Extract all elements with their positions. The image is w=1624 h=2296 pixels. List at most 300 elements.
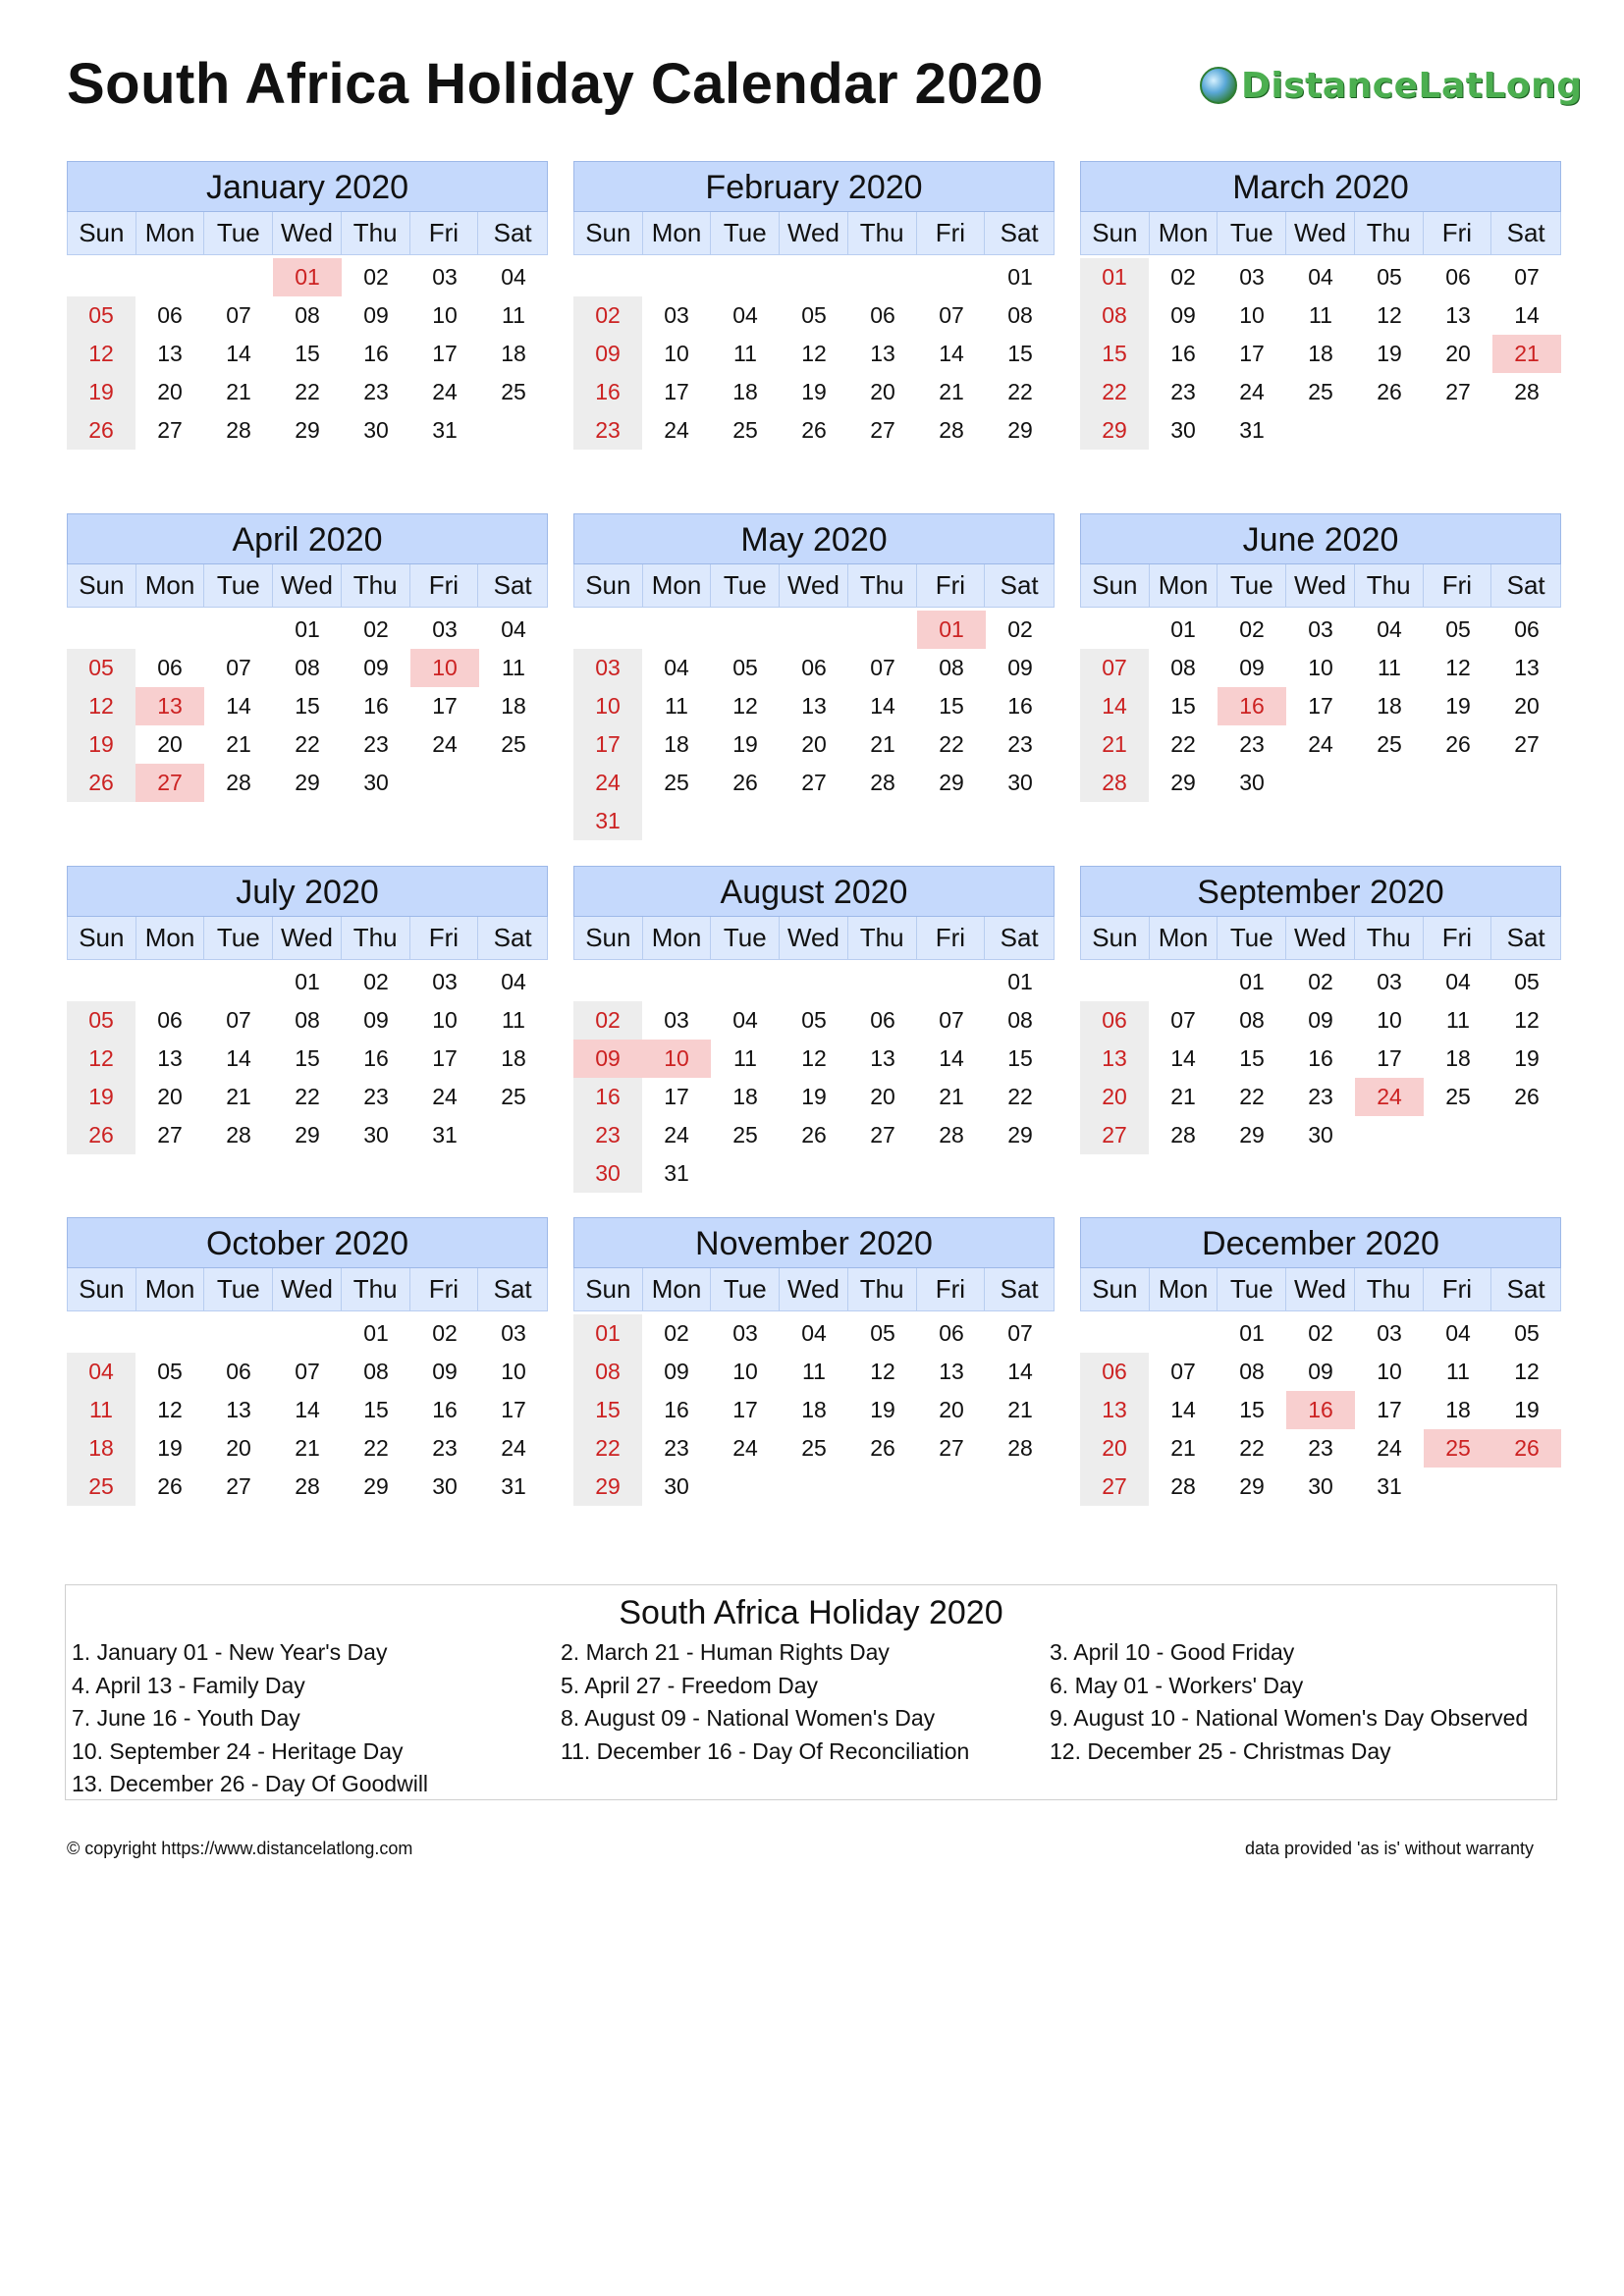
day-cell: 14 bbox=[939, 341, 964, 366]
empty-day-cell bbox=[204, 258, 273, 296]
weekday-label: Mon bbox=[136, 212, 205, 254]
day-cell: 10 bbox=[732, 1359, 758, 1384]
weekday-label: Sun bbox=[1081, 212, 1150, 254]
day-cell: 01 bbox=[295, 616, 320, 642]
empty-day-cell bbox=[1424, 764, 1492, 802]
day-cell: 26 bbox=[67, 1116, 135, 1154]
day-cell: 22 bbox=[1080, 373, 1149, 411]
day-cell: 28 bbox=[226, 1122, 251, 1148]
weekday-label: Wed bbox=[273, 917, 342, 959]
day-cell: 14 bbox=[1514, 302, 1540, 328]
day-cell: 23 bbox=[1007, 731, 1033, 757]
day-cell: 27 bbox=[157, 1122, 183, 1148]
empty-day-cell bbox=[479, 411, 548, 450]
day-cell: 30 bbox=[1239, 770, 1265, 795]
day-cell: 18 bbox=[801, 1397, 827, 1422]
day-cell: 30 bbox=[1170, 417, 1196, 443]
day-cell: 03 bbox=[432, 264, 458, 290]
day-cell: 31 bbox=[432, 1122, 458, 1148]
day-cell: 11 bbox=[1446, 1007, 1470, 1033]
day-cell: 28 bbox=[1170, 1473, 1196, 1499]
day-cell: 09 bbox=[363, 655, 389, 680]
day-cell: 30 bbox=[573, 1154, 642, 1193]
day-cell: 01 bbox=[1239, 1320, 1265, 1346]
day-cell: 16 bbox=[1170, 341, 1196, 366]
globe-icon bbox=[1200, 67, 1237, 104]
day-cell: 14 bbox=[226, 693, 251, 719]
day-cell: 17 bbox=[501, 1397, 526, 1422]
weekday-header bbox=[573, 917, 1055, 960]
day-cell: 05 bbox=[67, 649, 135, 687]
month-calendar bbox=[67, 161, 548, 450]
day-cell: 22 bbox=[1239, 1435, 1265, 1461]
day-cell: 24 bbox=[1377, 1435, 1402, 1461]
day-cell: 10 bbox=[501, 1359, 526, 1384]
day-cell: 09 bbox=[1007, 655, 1033, 680]
weekday-label: Sun bbox=[1081, 564, 1150, 607]
day-cell: 27 bbox=[939, 1435, 964, 1461]
day-cell: 28 bbox=[1080, 764, 1149, 802]
day-cell: 20 bbox=[870, 379, 895, 404]
day-cell: 08 bbox=[1239, 1359, 1265, 1384]
empty-day-cell bbox=[986, 1468, 1055, 1506]
holiday-day-cell: 27 bbox=[135, 764, 204, 802]
day-cell: 15 bbox=[295, 693, 320, 719]
weekday-label: Fri bbox=[1424, 212, 1492, 254]
weekday-label: Mon bbox=[643, 917, 712, 959]
empty-day-cell bbox=[917, 963, 986, 1001]
day-cell: 29 bbox=[1080, 411, 1149, 450]
day-cell: 04 bbox=[501, 969, 526, 994]
day-cell: 31 bbox=[1377, 1473, 1402, 1499]
day-cell: 31 bbox=[501, 1473, 526, 1499]
day-cell: 06 bbox=[1514, 616, 1540, 642]
day-cell: 01 bbox=[1239, 969, 1265, 994]
month-title: October 2020 bbox=[67, 1217, 548, 1268]
day-cell: 21 bbox=[226, 1084, 251, 1109]
day-cell: 07 bbox=[939, 1007, 964, 1033]
day-cell: 30 bbox=[1007, 770, 1033, 795]
day-cell: 07 bbox=[226, 302, 251, 328]
day-cell: 09 bbox=[1308, 1007, 1333, 1033]
day-cell: 05 bbox=[157, 1359, 183, 1384]
day-cell: 12 bbox=[870, 1359, 895, 1384]
weekday-header bbox=[1080, 917, 1561, 960]
day-cell: 04 bbox=[732, 302, 758, 328]
weekday-label: Mon bbox=[1150, 1268, 1218, 1310]
day-cell: 25 bbox=[1308, 379, 1333, 404]
day-cell: 05 bbox=[1377, 264, 1402, 290]
day-cell: 03 bbox=[432, 969, 458, 994]
weekday-label: Mon bbox=[643, 564, 712, 607]
holiday-list-item: 3. April 10 - Good Friday bbox=[1050, 1639, 1295, 1665]
empty-day-cell bbox=[711, 802, 780, 840]
day-cell: 20 bbox=[870, 1084, 895, 1109]
day-cell: 19 bbox=[801, 379, 827, 404]
day-cell: 28 bbox=[226, 417, 251, 443]
weekday-header bbox=[1080, 1268, 1561, 1311]
empty-day-cell bbox=[1492, 1116, 1561, 1154]
page-title: South Africa Holiday Calendar 2020 bbox=[67, 52, 1044, 116]
day-cell: 18 bbox=[501, 693, 526, 719]
empty-day-cell bbox=[711, 611, 780, 649]
day-cell: 04 bbox=[664, 655, 689, 680]
day-cell: 23 bbox=[432, 1435, 458, 1461]
day-cell: 17 bbox=[1239, 341, 1265, 366]
empty-day-cell bbox=[848, 1154, 917, 1193]
weekday-label: Sun bbox=[574, 917, 643, 959]
day-cell: 20 bbox=[1080, 1078, 1149, 1116]
weekday-label: Wed bbox=[1286, 917, 1355, 959]
day-cell: 14 bbox=[1007, 1359, 1033, 1384]
day-cell: 22 bbox=[1007, 379, 1033, 404]
empty-day-cell bbox=[1149, 963, 1218, 1001]
day-cell: 07 bbox=[939, 302, 964, 328]
day-cell: 15 bbox=[1239, 1397, 1265, 1422]
day-cell: 20 bbox=[157, 1084, 183, 1109]
day-cell: 12 bbox=[1377, 302, 1402, 328]
day-cell: 23 bbox=[363, 379, 389, 404]
holiday-list-item: 6. May 01 - Workers' Day bbox=[1050, 1672, 1304, 1698]
day-cell: 23 bbox=[363, 1084, 389, 1109]
holiday-list-item: 4. April 13 - Family Day bbox=[72, 1672, 305, 1698]
day-cell: 19 bbox=[1514, 1045, 1540, 1071]
empty-day-cell bbox=[1355, 411, 1424, 450]
day-cell: 04 bbox=[501, 616, 526, 642]
day-cell: 19 bbox=[157, 1435, 183, 1461]
day-cell: 02 bbox=[1308, 969, 1333, 994]
weekday-label: Tue bbox=[711, 917, 780, 959]
day-cell: 21 bbox=[870, 731, 895, 757]
day-cell: 19 bbox=[67, 373, 135, 411]
day-cell: 24 bbox=[664, 417, 689, 443]
day-cell: 12 bbox=[801, 1045, 827, 1071]
day-cell: 29 bbox=[1007, 1122, 1033, 1148]
month-calendar bbox=[1080, 866, 1561, 1154]
weekday-label: Wed bbox=[1286, 1268, 1355, 1310]
day-cell: 18 bbox=[501, 341, 526, 366]
day-cell: 17 bbox=[732, 1397, 758, 1422]
empty-day-cell bbox=[204, 963, 273, 1001]
day-cell: 12 bbox=[1514, 1359, 1540, 1384]
day-cell: 05 bbox=[801, 302, 827, 328]
day-cell: 14 bbox=[226, 1045, 251, 1071]
empty-day-cell bbox=[135, 611, 204, 649]
day-cell: 05 bbox=[67, 296, 135, 335]
weekday-label: Tue bbox=[204, 917, 273, 959]
weekday-label: Sat bbox=[1506, 218, 1545, 247]
day-cell: 02 bbox=[664, 1320, 689, 1346]
holiday-day-cell: 16 bbox=[1286, 1391, 1355, 1429]
weekday-label: Sun bbox=[1081, 917, 1150, 959]
empty-day-cell bbox=[573, 611, 642, 649]
day-cell: 23 bbox=[664, 1435, 689, 1461]
day-cell: 08 bbox=[363, 1359, 389, 1384]
day-cell: 18 bbox=[732, 1084, 758, 1109]
weekday-label: Thu bbox=[1355, 212, 1424, 254]
day-cell: 21 bbox=[295, 1435, 320, 1461]
day-cell: 29 bbox=[1239, 1473, 1265, 1499]
day-cell: 01 bbox=[1080, 258, 1149, 296]
holiday-day-cell: 01 bbox=[917, 611, 986, 649]
day-cell: 19 bbox=[1514, 1397, 1540, 1422]
day-cell: 12 bbox=[1514, 1007, 1540, 1033]
day-cell: 04 bbox=[1445, 1320, 1471, 1346]
weekday-label: Fri bbox=[917, 1268, 986, 1310]
empty-day-cell bbox=[1492, 1468, 1561, 1506]
day-cell: 20 bbox=[801, 731, 827, 757]
weekday-label: Fri bbox=[917, 917, 986, 959]
day-cell: 29 bbox=[573, 1468, 642, 1506]
day-cell: 09 bbox=[363, 1007, 389, 1033]
weekday-header bbox=[573, 564, 1055, 608]
day-cell: 09 bbox=[1308, 1359, 1333, 1384]
day-cell: 14 bbox=[1080, 687, 1149, 725]
day-cell: 22 bbox=[1007, 1084, 1033, 1109]
holiday-list-item: 9. August 10 - National Women's Day Observed bbox=[1050, 1705, 1529, 1731]
day-cell: 25 bbox=[67, 1468, 135, 1506]
month-title: August 2020 bbox=[573, 866, 1055, 917]
day-cell: 22 bbox=[573, 1429, 642, 1468]
holiday-day-cell: 09 bbox=[573, 1040, 642, 1078]
day-cell: 28 bbox=[939, 417, 964, 443]
logo-text: DistanceLatLong bbox=[1241, 65, 1583, 106]
weekday-label: Sun bbox=[574, 564, 643, 607]
empty-day-cell bbox=[479, 764, 548, 802]
days-grid bbox=[573, 611, 1055, 840]
day-cell: 13 bbox=[870, 1045, 895, 1071]
day-cell: 12 bbox=[67, 1040, 135, 1078]
day-cell: 05 bbox=[1514, 969, 1540, 994]
weekday-label: Sun bbox=[68, 564, 136, 607]
day-cell: 15 bbox=[295, 1045, 320, 1071]
day-cell: 07 bbox=[226, 655, 251, 680]
empty-day-cell bbox=[642, 611, 711, 649]
day-cell: 21 bbox=[939, 1084, 964, 1109]
weekday-label: Tue bbox=[711, 1268, 780, 1310]
empty-day-cell bbox=[1355, 1116, 1424, 1154]
empty-day-cell bbox=[1492, 411, 1561, 450]
holiday-day-cell: 13 bbox=[135, 687, 204, 725]
empty-day-cell bbox=[1080, 963, 1149, 1001]
day-cell: 16 bbox=[573, 1078, 642, 1116]
day-cell: 28 bbox=[1514, 379, 1540, 404]
day-cell: 25 bbox=[1445, 1084, 1471, 1109]
weekday-label: Wed bbox=[1286, 212, 1355, 254]
day-cell: 28 bbox=[295, 1473, 320, 1499]
day-cell: 24 bbox=[432, 379, 458, 404]
day-cell: 11 bbox=[733, 341, 757, 366]
day-cell: 19 bbox=[67, 1078, 135, 1116]
empty-day-cell bbox=[1424, 1468, 1492, 1506]
day-cell: 24 bbox=[732, 1435, 758, 1461]
day-cell: 21 bbox=[939, 379, 964, 404]
empty-day-cell bbox=[1424, 411, 1492, 450]
day-cell: 16 bbox=[664, 1397, 689, 1422]
empty-day-cell bbox=[642, 802, 711, 840]
day-cell: 16 bbox=[363, 693, 389, 719]
day-cell: 15 bbox=[939, 693, 964, 719]
holiday-list-item: 13. December 26 - Day Of Goodwill bbox=[72, 1771, 429, 1796]
weekday-label: Sat bbox=[1506, 923, 1545, 952]
weekday-label: Sat bbox=[493, 218, 532, 247]
day-cell: 12 bbox=[67, 687, 135, 725]
days-grid bbox=[1080, 258, 1561, 450]
weekday-label: Mon bbox=[1150, 564, 1218, 607]
empty-day-cell bbox=[135, 258, 204, 296]
day-cell: 07 bbox=[226, 1007, 251, 1033]
weekday-label: Sun bbox=[1081, 1268, 1150, 1310]
day-cell: 02 bbox=[432, 1320, 458, 1346]
month-calendar bbox=[573, 866, 1055, 1193]
day-cell: 13 bbox=[1080, 1040, 1149, 1078]
empty-day-cell bbox=[780, 611, 848, 649]
day-cell: 02 bbox=[1239, 616, 1265, 642]
day-cell: 23 bbox=[1308, 1435, 1333, 1461]
day-cell: 09 bbox=[664, 1359, 689, 1384]
day-cell: 08 bbox=[1007, 1007, 1033, 1033]
day-cell: 08 bbox=[295, 302, 320, 328]
day-cell: 04 bbox=[1377, 616, 1402, 642]
day-cell: 03 bbox=[664, 1007, 689, 1033]
days-grid bbox=[573, 963, 1055, 1193]
day-cell: 17 bbox=[573, 725, 642, 764]
weekday-label: Mon bbox=[1150, 917, 1218, 959]
day-cell: 22 bbox=[1170, 731, 1196, 757]
day-cell: 09 bbox=[1239, 655, 1265, 680]
day-cell: 12 bbox=[732, 693, 758, 719]
day-cell: 27 bbox=[1080, 1116, 1149, 1154]
month-title: February 2020 bbox=[573, 161, 1055, 212]
day-cell: 06 bbox=[801, 655, 827, 680]
day-cell: 02 bbox=[573, 1001, 642, 1040]
empty-day-cell bbox=[479, 1116, 548, 1154]
empty-day-cell bbox=[642, 963, 711, 1001]
day-cell: 02 bbox=[1007, 616, 1033, 642]
weekday-label: Tue bbox=[204, 564, 273, 607]
day-cell: 24 bbox=[501, 1435, 526, 1461]
weekday-label: Thu bbox=[848, 1268, 917, 1310]
weekday-label: Wed bbox=[273, 212, 342, 254]
day-cell: 30 bbox=[432, 1473, 458, 1499]
day-cell: 17 bbox=[664, 379, 689, 404]
empty-day-cell bbox=[848, 802, 917, 840]
holiday-list-item: 7. June 16 - Youth Day bbox=[72, 1705, 300, 1731]
day-cell: 25 bbox=[732, 417, 758, 443]
month-calendar bbox=[67, 866, 548, 1154]
day-cell: 09 bbox=[573, 335, 642, 373]
weekday-header bbox=[573, 1268, 1055, 1311]
weekday-label: Sat bbox=[493, 923, 532, 952]
holiday-day-cell: 01 bbox=[273, 258, 342, 296]
day-cell: 06 bbox=[157, 655, 183, 680]
day-cell: 12 bbox=[157, 1397, 183, 1422]
empty-day-cell bbox=[67, 611, 135, 649]
day-cell: 30 bbox=[363, 770, 389, 795]
day-cell: 28 bbox=[870, 770, 895, 795]
weekday-label: Wed bbox=[780, 1268, 848, 1310]
weekday-label: Mon bbox=[643, 212, 712, 254]
day-cell: 17 bbox=[432, 1045, 458, 1071]
day-cell: 25 bbox=[664, 770, 689, 795]
day-cell: 24 bbox=[573, 764, 642, 802]
brand-logo[interactable] bbox=[1200, 55, 1583, 116]
day-cell: 21 bbox=[226, 379, 251, 404]
weekday-label: Wed bbox=[780, 917, 848, 959]
copyright-text: © copyright https://www.distancelatlong.com bbox=[67, 1839, 413, 1858]
weekday-label: Tue bbox=[711, 564, 780, 607]
day-cell: 27 bbox=[801, 770, 827, 795]
holiday-list-item: 1. January 01 - New Year's Day bbox=[72, 1639, 388, 1665]
day-cell: 17 bbox=[432, 693, 458, 719]
day-cell: 13 bbox=[226, 1397, 251, 1422]
holiday-day-cell: 24 bbox=[1355, 1078, 1424, 1116]
month-title: December 2020 bbox=[1080, 1217, 1561, 1268]
day-cell: 15 bbox=[363, 1397, 389, 1422]
weekday-label: Thu bbox=[1355, 1268, 1424, 1310]
day-cell: 11 bbox=[802, 1359, 826, 1384]
day-cell: 06 bbox=[226, 1359, 251, 1384]
day-cell: 22 bbox=[295, 731, 320, 757]
empty-day-cell bbox=[1286, 411, 1355, 450]
weekday-label: Thu bbox=[1355, 917, 1424, 959]
day-cell: 24 bbox=[664, 1122, 689, 1148]
weekday-label: Tue bbox=[711, 212, 780, 254]
day-cell: 02 bbox=[573, 296, 642, 335]
day-cell: 07 bbox=[295, 1359, 320, 1384]
day-cell: 21 bbox=[1080, 725, 1149, 764]
day-cell: 18 bbox=[732, 379, 758, 404]
day-cell: 10 bbox=[573, 687, 642, 725]
day-cell: 15 bbox=[295, 341, 320, 366]
holiday-list-item: 10. September 24 - Heritage Day bbox=[72, 1737, 404, 1764]
day-cell: 08 bbox=[573, 1353, 642, 1391]
month-title: March 2020 bbox=[1080, 161, 1561, 212]
day-cell: 24 bbox=[432, 731, 458, 757]
day-cell: 02 bbox=[363, 969, 389, 994]
holiday-day-cell: 21 bbox=[1492, 335, 1561, 373]
month-title: January 2020 bbox=[67, 161, 548, 212]
empty-day-cell bbox=[1080, 611, 1149, 649]
day-cell: 08 bbox=[295, 655, 320, 680]
empty-day-cell bbox=[204, 1314, 273, 1353]
day-cell: 27 bbox=[1514, 731, 1540, 757]
holiday-day-cell: 16 bbox=[1218, 687, 1286, 725]
empty-day-cell bbox=[1080, 1314, 1149, 1353]
day-cell: 03 bbox=[664, 302, 689, 328]
day-cell: 29 bbox=[939, 770, 964, 795]
month-calendar bbox=[1080, 513, 1561, 802]
day-cell: 14 bbox=[226, 341, 251, 366]
weekday-label: Fri bbox=[917, 212, 986, 254]
day-cell: 11 bbox=[733, 1045, 757, 1071]
day-cell: 06 bbox=[870, 302, 895, 328]
day-cell: 21 bbox=[1007, 1397, 1033, 1422]
weekday-label: Mon bbox=[136, 1268, 205, 1310]
day-cell: 18 bbox=[1377, 693, 1402, 719]
day-cell: 25 bbox=[501, 731, 526, 757]
day-cell: 20 bbox=[1514, 693, 1540, 719]
month-title: November 2020 bbox=[573, 1217, 1055, 1268]
day-cell: 08 bbox=[939, 655, 964, 680]
empty-day-cell bbox=[711, 258, 780, 296]
weekday-label: Fri bbox=[1424, 564, 1492, 607]
day-cell: 04 bbox=[67, 1353, 135, 1391]
weekday-label: Sun bbox=[574, 212, 643, 254]
day-cell: 23 bbox=[573, 411, 642, 450]
empty-day-cell bbox=[711, 1154, 780, 1193]
day-cell: 12 bbox=[67, 335, 135, 373]
